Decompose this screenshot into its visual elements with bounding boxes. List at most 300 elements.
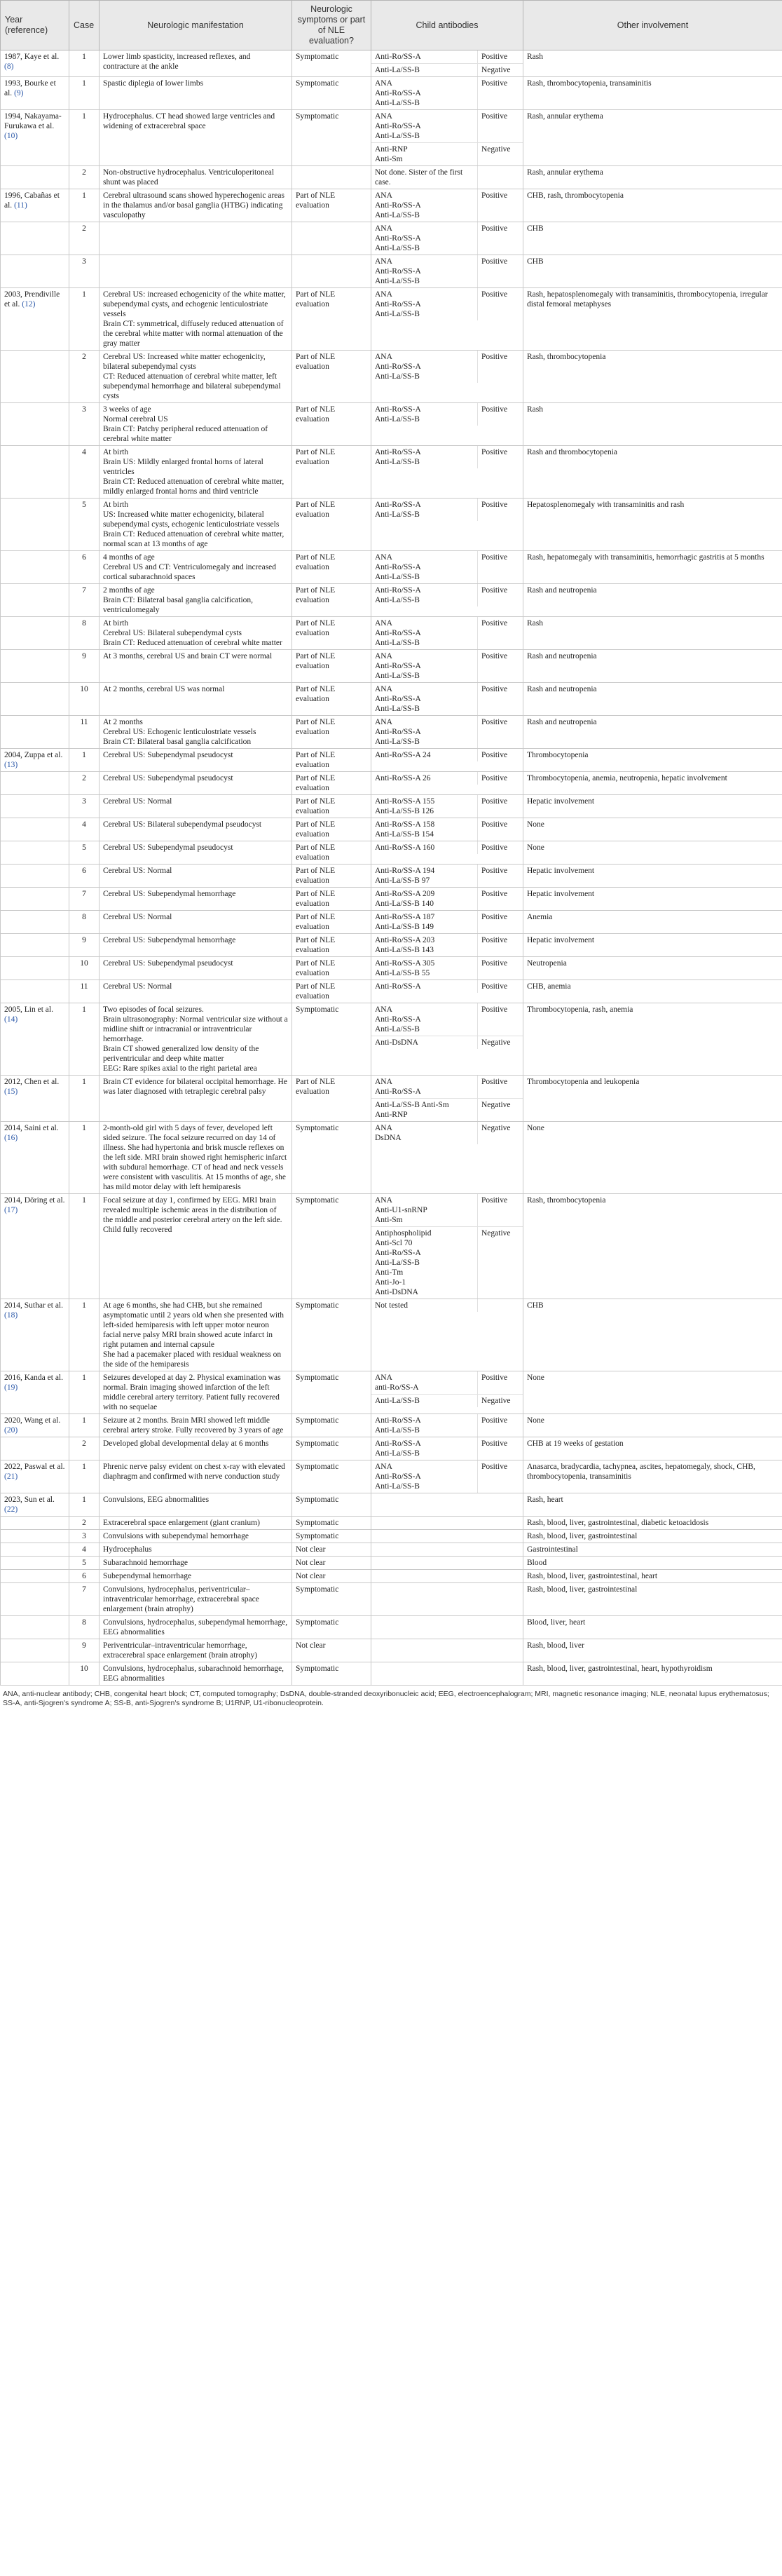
antibody-group-table bbox=[371, 795, 523, 818]
antibody-result: Positive bbox=[478, 1414, 523, 1437]
antibody-name: Anti-Ro/SS-A bbox=[375, 1087, 421, 1096]
antibody-result: Negative bbox=[478, 143, 523, 166]
antibody-result: Positive bbox=[478, 1076, 523, 1099]
reference-link[interactable]: (8) bbox=[4, 62, 14, 71]
study-name: 2014, Suthar et al. bbox=[4, 1301, 63, 1310]
table-header bbox=[1, 1, 782, 50]
antibody-name: ANA bbox=[375, 1463, 392, 1471]
table-row bbox=[1, 351, 782, 403]
table-row bbox=[1, 1437, 782, 1460]
case-number: 1 bbox=[69, 77, 100, 110]
antibody-result: Positive bbox=[478, 957, 523, 979]
reference-link[interactable]: (10) bbox=[4, 132, 18, 140]
case-number: 11 bbox=[69, 716, 100, 749]
study-cell bbox=[1, 77, 69, 110]
other-involvement: Hepatosplenomegaly with transaminitis and rash bbox=[523, 499, 782, 551]
table-row bbox=[1, 1583, 782, 1616]
table-row bbox=[1, 189, 782, 222]
reference-link[interactable]: (9) bbox=[14, 89, 24, 97]
table-row bbox=[1, 1493, 782, 1517]
reference-link[interactable]: (15) bbox=[4, 1087, 18, 1096]
antibody-names bbox=[371, 650, 478, 682]
antibody-name: Anti-La/SS-B bbox=[375, 573, 420, 581]
antibody-names bbox=[371, 617, 478, 649]
antibody-result: Positive bbox=[478, 499, 523, 521]
manifestation-line: Cerebral US and CT: Ventriculomegaly and increased cortical subarachnoid spaces bbox=[103, 563, 277, 581]
antibody-group-table bbox=[371, 683, 523, 715]
manifestation-cell bbox=[100, 1639, 292, 1662]
antibody-names bbox=[371, 288, 478, 320]
symptom-type: Part of NLE evaluation bbox=[292, 888, 371, 911]
table-row bbox=[1, 617, 782, 650]
antibody-name: Anti-Ro/SS-A bbox=[375, 448, 421, 456]
antibody-name: ANA bbox=[375, 1196, 392, 1205]
antibody-name: ANA bbox=[375, 112, 392, 121]
study-cell bbox=[1, 617, 69, 650]
study-cell bbox=[1, 255, 69, 288]
symptom-type: Part of NLE evaluation bbox=[292, 499, 371, 551]
antibody-result: Positive bbox=[478, 77, 523, 109]
case-number: 2 bbox=[69, 1517, 100, 1530]
study-cell bbox=[1, 351, 69, 403]
antibody-group-table bbox=[371, 189, 523, 222]
case-number: 1 bbox=[69, 1003, 100, 1076]
antibody-group-table bbox=[371, 77, 523, 109]
symptom-type: Symptomatic bbox=[292, 1003, 371, 1076]
antibody-names bbox=[371, 795, 478, 818]
antibody-cell bbox=[371, 255, 523, 288]
manifestation-cell bbox=[100, 888, 292, 911]
table-row bbox=[1, 818, 782, 841]
symptom-type: Symptomatic bbox=[292, 50, 371, 77]
other-involvement: None bbox=[523, 818, 782, 841]
other-involvement: Rash, hepatomegaly with transaminitis, hemorrhagic gastritis at 5 months bbox=[523, 551, 782, 584]
antibody-name: Anti-Ro/SS-A bbox=[375, 405, 421, 414]
case-number: 6 bbox=[69, 1570, 100, 1583]
manifestation-line: EEG: Rare spikes axial to the right parietal area bbox=[103, 1064, 257, 1073]
table-row bbox=[1, 749, 782, 772]
antibody-group-table bbox=[371, 351, 523, 383]
antibody-cell bbox=[371, 1662, 523, 1686]
manifestation-cell bbox=[100, 1543, 292, 1557]
table-row bbox=[1, 1122, 782, 1194]
antibody-name: Anti-La/SS-B 97 bbox=[375, 876, 430, 885]
reference-link[interactable]: (21) bbox=[4, 1472, 18, 1481]
antibody-name: ANA bbox=[375, 1078, 392, 1086]
manifestation-cell bbox=[100, 351, 292, 403]
antibody-names bbox=[371, 255, 478, 287]
study-cell bbox=[1, 1557, 69, 1570]
symptom-type: Part of NLE evaluation bbox=[292, 1076, 371, 1122]
symptom-type: Symptomatic bbox=[292, 1371, 371, 1414]
antibody-cell bbox=[371, 1543, 523, 1557]
other-involvement: Rash and neutropenia bbox=[523, 584, 782, 617]
manifestation-cell bbox=[100, 288, 292, 351]
symptom-type: Symptomatic bbox=[292, 1122, 371, 1194]
manifestation-line: Convulsions, hydrocephalus, periventricular–intraventricular hemorrhage, extracerebral space enlargement (brain atrophy) bbox=[103, 1585, 259, 1613]
antibody-name: Anti-La/SS-B bbox=[375, 1259, 420, 1267]
symptom-type: Part of NLE evaluation bbox=[292, 683, 371, 716]
study-cell bbox=[1, 795, 69, 818]
antibody-names bbox=[371, 189, 478, 222]
antibody-name: Anti-La/SS-B 126 bbox=[375, 807, 434, 815]
antibody-cell bbox=[371, 1517, 523, 1530]
symptom-type: Symptomatic bbox=[292, 110, 371, 166]
table-row bbox=[1, 1530, 782, 1543]
antibody-group-table bbox=[371, 50, 523, 76]
case-number: 1 bbox=[69, 1460, 100, 1493]
case-number: 1 bbox=[69, 50, 100, 77]
table-row bbox=[1, 110, 782, 166]
antibody-names bbox=[371, 1099, 478, 1122]
antibody-cell bbox=[371, 888, 523, 911]
antibody-name: Anti-La/SS-B bbox=[375, 277, 420, 285]
symptom-type: Not clear bbox=[292, 1557, 371, 1570]
manifestation-cell bbox=[100, 1414, 292, 1437]
antibody-name: Anti-La/SS-B bbox=[375, 596, 420, 604]
antibody-group bbox=[371, 1371, 523, 1395]
antibody-name: ANA bbox=[375, 191, 392, 200]
table-row bbox=[1, 1460, 782, 1493]
case-number: 2 bbox=[69, 351, 100, 403]
antibody-name: Anti-Ro/SS-A bbox=[375, 695, 421, 703]
case-number: 1 bbox=[69, 288, 100, 351]
antibody-names bbox=[371, 841, 478, 854]
antibody-names bbox=[371, 403, 478, 426]
case-number: 3 bbox=[69, 255, 100, 288]
antibody-name: Anti-La/SS-B Anti-Sm bbox=[375, 1101, 449, 1109]
table-row bbox=[1, 499, 782, 551]
antibody-name: Anti-Ro/SS-A bbox=[375, 53, 421, 61]
symptom-type: Part of NLE evaluation bbox=[292, 865, 371, 888]
study-cell bbox=[1, 1371, 69, 1414]
study-name: 2004, Zuppa et al. bbox=[4, 751, 63, 759]
antibody-group bbox=[371, 911, 523, 933]
antibody-result: Negative bbox=[478, 64, 523, 77]
antibody-name: Anti-Ro/SS-A bbox=[375, 201, 421, 210]
antibody-group bbox=[371, 1194, 523, 1227]
study-cell bbox=[1, 716, 69, 749]
reference-link[interactable]: (13) bbox=[4, 761, 18, 769]
antibody-names bbox=[371, 772, 478, 785]
case-number: 10 bbox=[69, 683, 100, 716]
antibody-cell bbox=[371, 50, 523, 77]
antibody-result: Positive bbox=[478, 1437, 523, 1460]
antibody-group-table bbox=[371, 1460, 523, 1493]
antibody-group-table bbox=[371, 865, 523, 887]
antibody-result: Negative bbox=[478, 1227, 523, 1299]
antibody-name: Anti-La/SS-B 143 bbox=[375, 946, 434, 954]
case-number: 10 bbox=[69, 957, 100, 980]
manifestation-line: Subependymal hemorrhage bbox=[103, 1572, 192, 1580]
table-row bbox=[1, 716, 782, 749]
reference-link[interactable]: (12) bbox=[22, 300, 36, 309]
antibody-cell bbox=[371, 1530, 523, 1543]
antibody-name: Anti-Ro/SS-A bbox=[375, 234, 421, 243]
study-name: 2003, Prendiville et al. bbox=[4, 290, 60, 309]
case-number: 6 bbox=[69, 865, 100, 888]
manifestation-line: Spastic diplegia of lower limbs bbox=[103, 79, 204, 88]
manifestation-cell bbox=[100, 1493, 292, 1517]
case-number: 8 bbox=[69, 1616, 100, 1639]
antibody-group-table bbox=[371, 749, 523, 761]
antibody-result: Positive bbox=[478, 683, 523, 715]
manifestation-line: Hydrocephalus bbox=[103, 1545, 152, 1554]
manifestation-line: Subarachnoid hemorrhage bbox=[103, 1559, 188, 1567]
other-involvement: Thrombocytopenia bbox=[523, 749, 782, 772]
manifestation-line: Convulsions with subependymal hemorrhage bbox=[103, 1532, 249, 1540]
antibody-name: Anti-Sm bbox=[375, 1216, 403, 1224]
antibody-group-table bbox=[371, 957, 523, 979]
antibody-names bbox=[371, 1460, 478, 1493]
antibody-cell bbox=[371, 865, 523, 888]
case-number: 3 bbox=[69, 1530, 100, 1543]
antibody-cell bbox=[371, 1194, 523, 1299]
antibody-result: Negative bbox=[478, 1122, 523, 1144]
symptom-type: Part of NLE evaluation bbox=[292, 957, 371, 980]
antibody-cell bbox=[371, 716, 523, 749]
study-cell bbox=[1, 683, 69, 716]
table-row bbox=[1, 166, 782, 189]
case-number: 1 bbox=[69, 749, 100, 772]
manifestation-cell bbox=[100, 499, 292, 551]
antibody-cell bbox=[371, 1437, 523, 1460]
symptom-type bbox=[292, 166, 371, 189]
case-number: 4 bbox=[69, 1543, 100, 1557]
antibody-name: Anti-La/SS-B bbox=[375, 639, 420, 647]
manifestation-line: CT: Reduced attenuation of cerebral white matter, left subependymal hemorrhage and bilateral subependymal cysts bbox=[103, 372, 281, 400]
antibody-names bbox=[371, 911, 478, 933]
manifestation-line: Cerebral US: Increased white matter echogenicity, bilateral subependymal cysts bbox=[103, 353, 266, 371]
study-cell bbox=[1, 166, 69, 189]
other-involvement: Gastrointestinal bbox=[523, 1543, 782, 1557]
manifestation-cell bbox=[100, 1003, 292, 1076]
manifestation-cell bbox=[100, 1517, 292, 1530]
antibody-name: ANA bbox=[375, 652, 392, 660]
table-row bbox=[1, 77, 782, 110]
antibody-group-table bbox=[371, 772, 523, 785]
antibody-result: Positive bbox=[478, 1194, 523, 1227]
table-row bbox=[1, 934, 782, 957]
study-cell bbox=[1, 222, 69, 255]
other-involvement: Rash, annular erythema bbox=[523, 166, 782, 189]
manifestation-line: Convulsions, EEG abnormalities bbox=[103, 1496, 210, 1504]
antibody-names bbox=[371, 1036, 478, 1050]
manifestation-cell bbox=[100, 403, 292, 446]
antibody-result: Positive bbox=[478, 841, 523, 854]
antibody-name: Anti-Ro/SS-A bbox=[375, 267, 421, 276]
reference-link[interactable]: (19) bbox=[4, 1383, 18, 1392]
antibody-cell bbox=[371, 1493, 523, 1517]
antibody-cell bbox=[371, 1583, 523, 1616]
antibody-group bbox=[371, 795, 523, 818]
antibody-cell bbox=[371, 1122, 523, 1194]
antibody-group bbox=[371, 1003, 523, 1036]
manifestation-line: At birth bbox=[103, 448, 129, 456]
reference-link[interactable]: (17) bbox=[4, 1206, 18, 1214]
reference-link[interactable]: (11) bbox=[14, 201, 27, 210]
symptom-type: Part of NLE evaluation bbox=[292, 189, 371, 222]
study-cell bbox=[1, 888, 69, 911]
study-name: 2020, Wang et al. bbox=[4, 1416, 61, 1425]
reference-link[interactable]: (14) bbox=[4, 1015, 18, 1024]
antibody-cell bbox=[371, 110, 523, 166]
antibody-name: Anti-La/SS-B bbox=[375, 1397, 420, 1405]
antibody-cell bbox=[371, 934, 523, 957]
antibody-cell bbox=[371, 551, 523, 584]
antibody-result: Positive bbox=[478, 980, 523, 993]
manifestation-line: At age 6 months, she had CHB, but she remained asymptomatic until 2 years old when she presented with left-sided hemiparesis with left upper motor neuron facial nerve palsy MRI brain showed acute infarct in right putamen and internal capsule bbox=[103, 1301, 284, 1349]
antibody-group-table bbox=[371, 617, 523, 649]
antibody-group-table bbox=[371, 584, 523, 606]
antibody-group bbox=[371, 865, 523, 887]
antibody-names bbox=[371, 1122, 478, 1144]
symptom-type: Not clear bbox=[292, 1639, 371, 1662]
study-cell bbox=[1, 1437, 69, 1460]
antibody-group bbox=[371, 888, 523, 910]
table-row bbox=[1, 911, 782, 934]
study-name: 2016, Kanda et al. bbox=[4, 1374, 63, 1382]
antibody-name: Anti-La/SS-B bbox=[375, 211, 420, 219]
antibody-name: Anti-Ro/SS-A bbox=[375, 1015, 421, 1024]
table-row bbox=[1, 1662, 782, 1686]
antibody-name: ANA bbox=[375, 257, 392, 266]
antibody-name: Anti-La/SS-B bbox=[375, 458, 420, 466]
study-cell bbox=[1, 841, 69, 865]
antibody-result: Negative bbox=[478, 1395, 523, 1408]
manifestation-cell bbox=[100, 551, 292, 584]
manifestation-cell bbox=[100, 650, 292, 683]
antibody-name: Not tested bbox=[375, 1301, 408, 1310]
antibody-name: Anti-Scl 70 bbox=[375, 1239, 413, 1247]
antibody-name: ANA bbox=[375, 1124, 392, 1132]
study-cell bbox=[1, 1003, 69, 1076]
antibody-result: Positive bbox=[478, 351, 523, 383]
manifestation-line: Normal cerebral US bbox=[103, 415, 168, 423]
antibody-name: Anti-Ro/SS-A 160 bbox=[375, 843, 435, 852]
symptom-type: Part of NLE evaluation bbox=[292, 911, 371, 934]
antibody-cell bbox=[371, 841, 523, 865]
table-row bbox=[1, 1557, 782, 1570]
antibody-result: Positive bbox=[478, 818, 523, 841]
study-cell bbox=[1, 749, 69, 772]
case-number: 9 bbox=[69, 934, 100, 957]
symptom-type: Part of NLE evaluation bbox=[292, 551, 371, 584]
other-involvement: Thrombocytopenia, anemia, neutropenia, hepatic involvement bbox=[523, 772, 782, 795]
table-row bbox=[1, 980, 782, 1003]
antibody-cell bbox=[371, 1003, 523, 1076]
antibody-group bbox=[371, 551, 523, 583]
reference-link[interactable]: (20) bbox=[4, 1426, 18, 1435]
other-involvement: Hepatic involvement bbox=[523, 934, 782, 957]
table-row bbox=[1, 1299, 782, 1371]
manifestation-cell bbox=[100, 1616, 292, 1639]
antibody-group bbox=[371, 841, 523, 854]
antibody-group bbox=[371, 1036, 523, 1050]
antibody-name: Anti-La/SS-B bbox=[375, 1426, 420, 1435]
other-involvement: Rash and neutropenia bbox=[523, 716, 782, 749]
study-name: 1996, Cabañas et al. bbox=[4, 191, 60, 210]
table-row bbox=[1, 841, 782, 865]
antibody-cell bbox=[371, 772, 523, 795]
antibody-cell bbox=[371, 1460, 523, 1493]
table-row bbox=[1, 1639, 782, 1662]
manifestation-line: Brain CT: Bilateral basal ganglia calcification, ventriculomegaly bbox=[103, 596, 254, 614]
antibody-name: ANA bbox=[375, 79, 392, 88]
study-cell bbox=[1, 911, 69, 934]
case-number: 5 bbox=[69, 841, 100, 865]
antibody-result: Positive bbox=[478, 716, 523, 748]
study-name: 2023, Sun et al. bbox=[4, 1496, 55, 1504]
antibody-group-table bbox=[371, 818, 523, 841]
antibody-group bbox=[371, 499, 523, 521]
case-number: 2 bbox=[69, 166, 100, 189]
manifestation-line: Hydrocephalus. CT head showed large ventricles and widening of extracerebral space bbox=[103, 112, 275, 130]
antibody-group-table bbox=[371, 288, 523, 320]
other-involvement: Rash bbox=[523, 50, 782, 77]
manifestation-cell bbox=[100, 980, 292, 1003]
study-cell bbox=[1, 584, 69, 617]
antibody-name: Anti-La/SS-B bbox=[375, 1449, 420, 1458]
manifestation-cell bbox=[100, 818, 292, 841]
antibody-names bbox=[371, 222, 478, 255]
manifestation-line: 3 weeks of age bbox=[103, 405, 151, 414]
antibody-names bbox=[371, 683, 478, 715]
manifestation-line: Cerebral US: Subependymal pseudocyst bbox=[103, 751, 233, 759]
study-cell bbox=[1, 110, 69, 166]
antibody-name: Anti-La/SS-B bbox=[375, 415, 420, 423]
manifestation-cell bbox=[100, 716, 292, 749]
antibody-group bbox=[371, 1414, 523, 1437]
reference-link[interactable]: (18) bbox=[4, 1311, 18, 1320]
manifestation-cell bbox=[100, 1194, 292, 1299]
other-involvement: Rash, thrombocytopenia bbox=[523, 351, 782, 403]
reference-link[interactable]: (22) bbox=[4, 1505, 18, 1514]
table-row bbox=[1, 1003, 782, 1076]
manifestation-cell bbox=[100, 222, 292, 255]
manifestation-cell bbox=[100, 795, 292, 818]
study-name: 1994, Nakayama-Furukawa et al. bbox=[4, 112, 62, 130]
table-row bbox=[1, 1371, 782, 1414]
table-row bbox=[1, 50, 782, 77]
antibody-group bbox=[371, 255, 523, 287]
case-number: 1 bbox=[69, 1299, 100, 1371]
other-involvement: Blood bbox=[523, 1557, 782, 1570]
manifestation-line: US: Increased white matter echogenicity, bilateral subependymal cysts, echogenic lenticulostriate vessels bbox=[103, 510, 280, 529]
case-number: 2 bbox=[69, 1437, 100, 1460]
symptom-type: Part of NLE evaluation bbox=[292, 650, 371, 683]
header-year: Year (reference) bbox=[1, 1, 69, 50]
antibody-cell bbox=[371, 222, 523, 255]
study-cell bbox=[1, 50, 69, 77]
antibody-group-table bbox=[371, 1299, 523, 1312]
header-other: Other involvement bbox=[523, 1, 782, 50]
other-involvement: Rash, thrombocytopenia, transaminitis bbox=[523, 77, 782, 110]
symptom-type: Part of NLE evaluation bbox=[292, 795, 371, 818]
antibody-name: Anti-Ro/SS-A bbox=[375, 563, 421, 571]
antibody-names bbox=[371, 1227, 478, 1299]
manifestation-cell bbox=[100, 1299, 292, 1371]
case-number: 9 bbox=[69, 1639, 100, 1662]
other-involvement: CHB bbox=[523, 1299, 782, 1371]
antibody-group-table bbox=[371, 255, 523, 287]
antibody-names bbox=[371, 64, 478, 77]
antibody-group bbox=[371, 683, 523, 715]
reference-link[interactable]: (16) bbox=[4, 1134, 18, 1142]
antibody-name: DsDNA bbox=[375, 1134, 402, 1142]
antibody-names bbox=[371, 957, 478, 979]
antibody-name: ANA bbox=[375, 290, 392, 299]
